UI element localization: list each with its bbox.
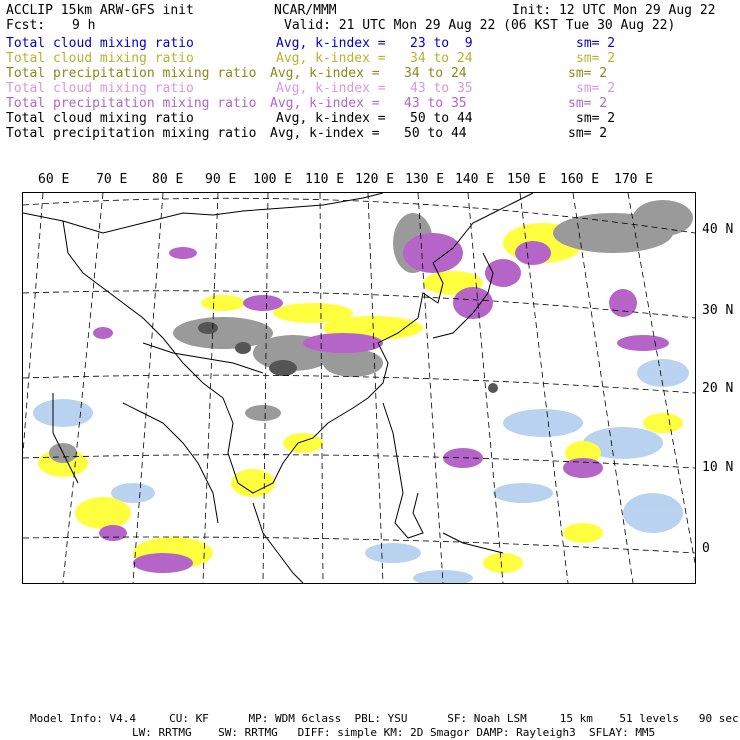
legend-range: 43 to 35 bbox=[404, 96, 467, 111]
legend-sm: sm= 2 bbox=[576, 81, 616, 96]
lat-label: 10 N bbox=[702, 460, 734, 475]
map-frame bbox=[22, 192, 696, 584]
legend-avg: Avg, k-index = bbox=[276, 51, 386, 66]
legend-range: 43 to 35 bbox=[410, 81, 473, 96]
lon-label: 160 E bbox=[560, 172, 600, 187]
lon-label: 110 E bbox=[305, 172, 345, 187]
legend-field: Total precipitation mixing ratio bbox=[6, 66, 257, 81]
legend-field: Total precipitation mixing ratio bbox=[6, 126, 257, 141]
legend-range: 34 to 24 bbox=[410, 51, 473, 66]
legend-range: 50 to 44 bbox=[404, 126, 467, 141]
init-time: Init: 12 UTC Mon 29 Aug 22 bbox=[512, 3, 716, 18]
lat-label: 0 bbox=[702, 541, 710, 556]
lon-label: 100 E bbox=[253, 172, 293, 187]
legend-avg: Avg, k-index = bbox=[276, 36, 386, 51]
cloud-layer-mid bbox=[38, 223, 683, 573]
valid-time: Valid: 21 UTC Mon 29 Aug 22 (06 KST Tue 30 Aug 22) bbox=[284, 18, 676, 33]
lon-label: 70 E bbox=[96, 172, 128, 187]
lat-label: 40 N bbox=[702, 222, 734, 237]
lat-label: 30 N bbox=[702, 303, 734, 318]
forecast-hour: 9 h bbox=[72, 18, 96, 33]
legend-avg: Avg, k-index = bbox=[270, 66, 380, 81]
forecast-label: Fcst: bbox=[6, 18, 46, 33]
legend-range: 34 to 24 bbox=[404, 66, 467, 81]
legend-field: Total cloud mixing ratio bbox=[6, 81, 194, 96]
legend-sm: sm= 2 bbox=[576, 111, 616, 126]
legend-range: 23 to 9 bbox=[410, 36, 473, 51]
legend-field: Total cloud mixing ratio bbox=[6, 36, 194, 51]
map-canvas bbox=[23, 193, 695, 583]
legend-range: 50 to 44 bbox=[410, 111, 473, 126]
lon-label: 120 E bbox=[355, 172, 395, 187]
model-info-line2: LW: RRTMG SW: RRTMG DIFF: simple KM: 2D Smagor DAMP: Rayleigh3 SFLAY: MM5 bbox=[132, 726, 656, 739]
lon-label: 90 E bbox=[205, 172, 237, 187]
legend-sm: sm= 2 bbox=[576, 36, 616, 51]
legend-avg: Avg, k-index = bbox=[276, 81, 386, 96]
legend-sm: sm= 2 bbox=[568, 126, 608, 141]
legend-sm: sm= 2 bbox=[576, 51, 616, 66]
legend-sm: sm= 2 bbox=[568, 96, 608, 111]
typhoon-marker bbox=[488, 383, 498, 393]
lon-label: 80 E bbox=[152, 172, 184, 187]
lon-label: 170 E bbox=[614, 172, 654, 187]
lon-label: 150 E bbox=[507, 172, 547, 187]
cloud-layer-high bbox=[93, 233, 669, 573]
legend-avg: Avg, k-index = bbox=[270, 126, 380, 141]
legend-avg: Avg, k-index = bbox=[276, 111, 386, 126]
legend-avg: Avg, k-index = bbox=[270, 96, 380, 111]
legend-field: Total cloud mixing ratio bbox=[6, 51, 194, 66]
plot-title: ACCLIP 15km ARW-GFS init bbox=[6, 3, 194, 18]
legend-field: Total precipitation mixing ratio bbox=[6, 96, 257, 111]
legend-sm: sm= 2 bbox=[568, 66, 608, 81]
lon-label: 140 E bbox=[455, 172, 495, 187]
lat-label: 20 N bbox=[702, 381, 734, 396]
model-center: NCAR/MMM bbox=[274, 3, 337, 18]
lon-label: 130 E bbox=[405, 172, 445, 187]
model-info-line1: Model Info: V4.4 CU: KF MP: WDM 6class PBL: YSU SF: Noah LSM 15 km 51 levels 90 sec bbox=[30, 712, 739, 725]
lon-label: 60 E bbox=[38, 172, 70, 187]
legend-field: Total cloud mixing ratio bbox=[6, 111, 194, 126]
